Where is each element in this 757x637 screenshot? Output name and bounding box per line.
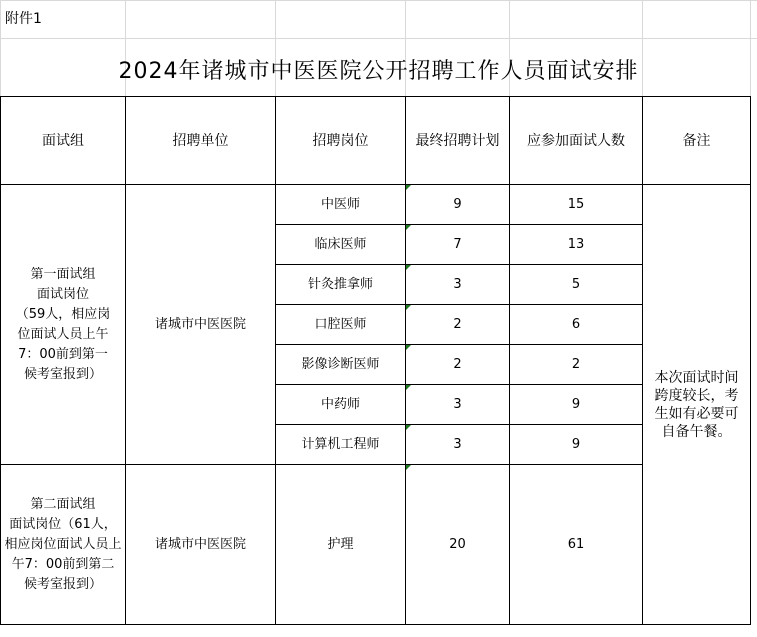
group-1-label-line: 7：00前到第一 — [18, 346, 108, 362]
group-1-label[interactable] — [1, 185, 126, 465]
position-cell[interactable]: 口腔医师 — [276, 305, 406, 345]
position-cell[interactable]: 护理 — [276, 465, 406, 625]
plan-value: 9 — [453, 196, 462, 212]
comment-marker-icon — [406, 225, 411, 230]
header-count[interactable]: 应参加面试人数 — [510, 97, 643, 185]
position-cell[interactable]: 临床医师 — [276, 225, 406, 265]
position-cell[interactable]: 中药师 — [276, 385, 406, 425]
plan-cell[interactable] — [406, 465, 510, 625]
header-note[interactable]: 备注 — [643, 97, 751, 185]
plan-cell[interactable] — [406, 225, 510, 265]
table-row — [1, 465, 751, 625]
count-cell[interactable]: 13 — [510, 225, 643, 265]
plan-value: 3 — [453, 436, 462, 452]
plan-value: 3 — [453, 276, 462, 292]
attachment-label: 附件1 — [5, 11, 42, 27]
plan-cell[interactable] — [406, 265, 510, 305]
group-2-label-line: 候考室报到） — [23, 576, 102, 592]
comment-marker-icon — [406, 265, 411, 270]
gridline — [0, 0, 757, 1]
comment-marker-icon — [406, 465, 411, 470]
plan-cell[interactable] — [406, 185, 510, 225]
comment-marker-icon — [406, 345, 411, 350]
count-cell[interactable]: 9 — [510, 385, 643, 425]
note-cell[interactable] — [643, 185, 751, 625]
group-2-label-line: 第二面试组 — [30, 496, 96, 512]
header-group[interactable]: 面试组 — [1, 97, 126, 185]
plan-cell[interactable] — [406, 425, 510, 465]
count-cell[interactable]: 2 — [510, 345, 643, 385]
group-2-label-line: 相应岗位面试人员上 — [4, 536, 122, 552]
header-row — [1, 97, 751, 185]
plan-cell[interactable] — [406, 305, 510, 345]
group-1-label-line: 第一面试组 — [30, 266, 96, 282]
gridline — [0, 38, 757, 39]
position-cell[interactable]: 中医师 — [276, 185, 406, 225]
plan-value: 20 — [449, 536, 466, 552]
plan-value: 2 — [453, 356, 462, 372]
interview-schedule-table — [0, 96, 751, 625]
header-unit[interactable]: 招聘单位 — [126, 97, 276, 185]
count-cell[interactable]: 5 — [510, 265, 643, 305]
header-plan[interactable]: 最终招聘计划 — [406, 97, 510, 185]
note-line: 本次面试时间 — [654, 369, 739, 386]
group-1-label-line: （59人，相应岗 — [15, 306, 111, 322]
group-2-label-line: 午7：00前到第二 — [11, 556, 115, 572]
count-cell[interactable]: 15 — [510, 185, 643, 225]
count-cell[interactable]: 61 — [510, 465, 643, 625]
group-1-label-line: 候考室报到） — [23, 366, 102, 382]
plan-value: 3 — [453, 396, 462, 412]
plan-value: 7 — [453, 236, 462, 252]
position-cell[interactable]: 影像诊断医师 — [276, 345, 406, 385]
group-2-unit[interactable]: 诸城市中医医院 — [126, 465, 276, 625]
page-title: 2024年诸城市中医医院公开招聘工作人员面试安排 — [118, 59, 639, 84]
group-2-label-line: 面试岗位（61人， — [9, 516, 117, 532]
count-cell[interactable]: 6 — [510, 305, 643, 345]
comment-marker-icon — [406, 425, 411, 430]
comment-marker-icon — [406, 385, 411, 390]
group-2-label[interactable] — [1, 465, 126, 625]
comment-marker-icon — [406, 305, 411, 310]
group-1-label-line: 面试岗位 — [36, 286, 89, 302]
note-line: 生如有必要可 — [654, 405, 739, 422]
plan-cell[interactable] — [406, 385, 510, 425]
count-cell[interactable]: 9 — [510, 425, 643, 465]
group-1-unit[interactable]: 诸城市中医医院 — [126, 185, 276, 465]
comment-marker-icon — [406, 185, 411, 190]
header-position[interactable]: 招聘岗位 — [276, 97, 406, 185]
plan-cell[interactable] — [406, 345, 510, 385]
position-cell[interactable]: 计算机工程师 — [276, 425, 406, 465]
table-row — [1, 185, 751, 225]
plan-value: 2 — [453, 316, 462, 332]
note-line: 自备午餐。 — [661, 423, 732, 440]
note-line: 跨度较长，考 — [654, 387, 739, 404]
position-cell[interactable]: 针灸推拿师 — [276, 265, 406, 305]
group-1-label-line: 位面试人员上午 — [17, 326, 109, 342]
